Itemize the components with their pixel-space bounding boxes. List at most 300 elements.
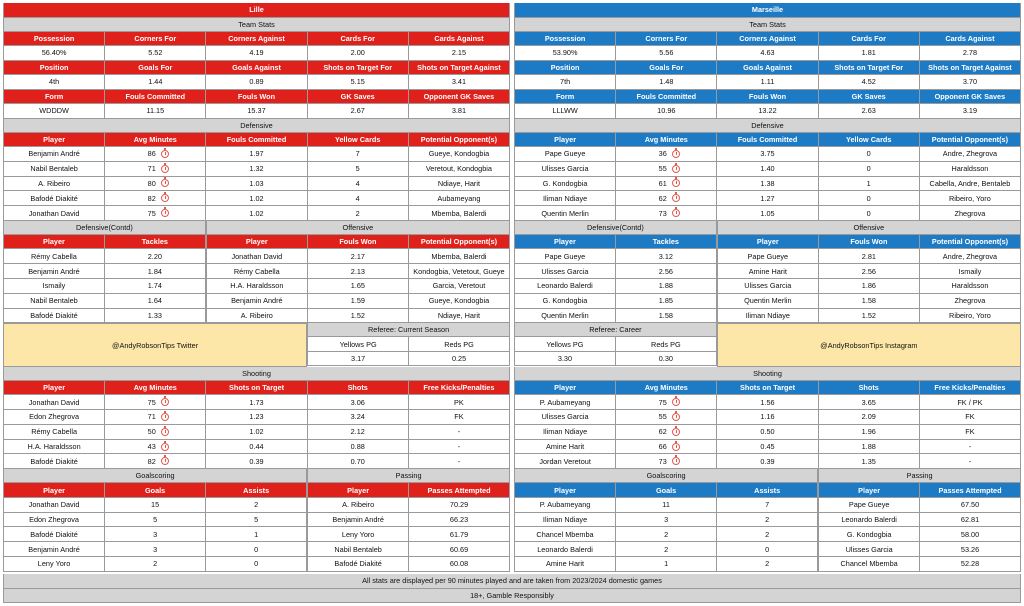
tackles-cell: Nabil Bentaleb xyxy=(3,294,105,309)
offensive-cell: Kondogbia, Vetetout, Gueye xyxy=(409,264,510,279)
passing-cell: 60.69 xyxy=(409,542,510,557)
goalscoring-cell: 2 xyxy=(717,557,818,572)
shooting-cell: 0.88 xyxy=(308,440,409,455)
stat-value: 2.15 xyxy=(409,46,510,61)
defensive-cell: Zhegrova xyxy=(920,206,1021,221)
shooting-cell: FK xyxy=(409,410,510,425)
defensive-row xyxy=(514,206,1021,221)
defensive-header: Avg Minutes xyxy=(105,133,206,148)
passing-table xyxy=(818,469,1021,571)
offensive-row xyxy=(206,279,510,294)
tackles-cell: Ismaily xyxy=(3,279,105,294)
passing-row xyxy=(818,557,1021,572)
stat-label: Shots on Target For xyxy=(308,61,409,76)
offensive-title-cell: Offensive xyxy=(717,221,1021,235)
defensive-row xyxy=(514,147,1021,162)
shooting-cell: 3.24 xyxy=(308,410,409,425)
goalscoring-row xyxy=(514,527,818,542)
offensive-cell: Ismaily xyxy=(920,264,1021,279)
shooting-title-cell: Shooting xyxy=(3,367,510,381)
shooting-avg-minutes xyxy=(105,425,206,440)
shooting-cell: Iliman Ndiaye xyxy=(514,425,616,440)
stat-value-row xyxy=(514,75,1021,90)
minutes-wrap xyxy=(653,149,680,158)
tackles-cell: 1.88 xyxy=(616,279,717,294)
stat-label: Goals Against xyxy=(206,61,307,76)
stat-value: 4th xyxy=(3,75,105,90)
minutes-value: 66 xyxy=(658,442,667,452)
offensive-header: Player xyxy=(206,235,308,250)
shooting-title-cell: Shooting xyxy=(514,367,1021,381)
defensive-cell: 1.38 xyxy=(717,177,818,192)
tackles-cell: Bafodé Diakité xyxy=(3,309,105,324)
shooting-row xyxy=(514,440,1021,455)
passing-title xyxy=(307,469,510,483)
minutes-wrap xyxy=(142,398,169,407)
defensive-cell: Cabella, Andre, Bentaleb xyxy=(920,177,1021,192)
minutes-value: 61 xyxy=(658,178,667,188)
offensive-row xyxy=(206,264,510,279)
stopwatch-icon xyxy=(672,150,680,158)
defensive-header: Fouls Committed xyxy=(206,133,307,148)
referee-value: 0.25 xyxy=(409,352,510,367)
defensive-row xyxy=(3,206,510,221)
defensive-cell: 2 xyxy=(308,206,409,221)
shooting-cell: FK / PK xyxy=(920,395,1021,410)
passing-cell: A. Ribeiro xyxy=(307,498,409,513)
stat-value: 5.15 xyxy=(308,75,409,90)
defensive-avg-minutes xyxy=(616,147,717,162)
stat-label: Goals For xyxy=(616,61,717,76)
offensive-row xyxy=(206,249,510,264)
stat-label: Position xyxy=(514,61,616,76)
shooting-title xyxy=(3,367,510,381)
stat-value: 7th xyxy=(514,75,616,90)
goalscoring-cell: Iliman Ndiaye xyxy=(514,513,616,528)
minutes-value: 55 xyxy=(658,164,667,174)
passing-cell: 66.23 xyxy=(409,513,510,528)
defensive-contd-block xyxy=(3,221,206,323)
goalscoring-table xyxy=(3,469,307,571)
goalscoring-cell: Benjamin André xyxy=(3,542,105,557)
defensive-cell: 4 xyxy=(308,191,409,206)
offensive-cell: Benjamin André xyxy=(206,294,308,309)
offensive-cell: Jonathan David xyxy=(206,249,308,264)
offensive-cell: 1.65 xyxy=(308,279,409,294)
minutes-value: 75 xyxy=(147,208,156,218)
tackles-header: Tackles xyxy=(105,235,206,250)
defensive-title xyxy=(514,119,1021,133)
tackles-cell: 1.84 xyxy=(105,264,206,279)
shooting-header: Free Kicks/Penalties xyxy=(409,381,510,396)
offensive-header: Potential Opponent(s) xyxy=(920,235,1021,250)
defensive-cell: 1.97 xyxy=(206,147,307,162)
shooting-row xyxy=(3,395,510,410)
referee-title xyxy=(514,323,717,337)
defensive-cell: 1.02 xyxy=(206,191,307,206)
offensive-header-row xyxy=(717,235,1021,250)
stat-value: 15.37 xyxy=(206,104,307,119)
offensive-cell: 1.52 xyxy=(308,309,409,324)
stat-header-row xyxy=(514,90,1021,105)
passing-table xyxy=(307,469,510,571)
referee-header-row xyxy=(307,337,510,352)
defensive-cell: 0 xyxy=(819,206,920,221)
referee-title-cell: Referee: Career xyxy=(514,323,717,337)
goalscoring-cell: 5 xyxy=(206,513,307,528)
goalscoring-cell: Edon Zhegrova xyxy=(3,513,105,528)
goalscoring-cell: 0 xyxy=(206,542,307,557)
minutes-value: 62 xyxy=(658,427,667,437)
shooting-cell: 0.50 xyxy=(717,425,818,440)
defensive-cell: Ndiaye, Harit xyxy=(409,177,510,192)
goalscoring-cell: 0 xyxy=(206,557,307,572)
defensive-header: Potential Opponent(s) xyxy=(409,133,510,148)
minutes-value: 71 xyxy=(147,412,156,422)
goalscoring-title-cell: Goalscoring xyxy=(514,469,818,483)
social-referee-strip xyxy=(514,323,1021,366)
stat-label: Possession xyxy=(514,32,616,47)
goalscoring-row xyxy=(514,498,818,513)
passing-header-row xyxy=(818,483,1021,498)
passing-block xyxy=(818,469,1021,571)
defensive-header: Fouls Committed xyxy=(717,133,818,148)
defensive-cell: 5 xyxy=(308,162,409,177)
defensive-cell: Veretout, Kondogbia xyxy=(409,162,510,177)
team-name: Lille xyxy=(3,3,510,18)
referee-block xyxy=(514,323,717,366)
tackles-table xyxy=(514,221,717,323)
offensive-cell: Garcia, Veretout xyxy=(409,279,510,294)
tackles-row xyxy=(514,309,717,324)
minutes-wrap xyxy=(142,457,169,466)
referee-label: Reds PG xyxy=(616,337,717,352)
tackles-row xyxy=(514,279,717,294)
shooting-cell: 1.96 xyxy=(819,425,920,440)
shooting-cell: PK xyxy=(409,395,510,410)
defensive-cell: 0 xyxy=(819,191,920,206)
defensive-avg-minutes xyxy=(616,177,717,192)
minutes-value: 82 xyxy=(147,456,156,466)
stat-value: 1.44 xyxy=(105,75,206,90)
stopwatch-icon xyxy=(161,209,169,217)
shooting-cell: 2.09 xyxy=(819,410,920,425)
passing-cell: 53.26 xyxy=(920,542,1021,557)
defensive-cell: Benjamin André xyxy=(3,147,105,162)
passing-cell: 70.29 xyxy=(409,498,510,513)
shooting-title xyxy=(514,367,1021,381)
stat-label: Fouls Committed xyxy=(616,90,717,105)
goalscoring-row xyxy=(3,557,307,572)
goalscoring-row xyxy=(3,498,307,513)
stopwatch-icon xyxy=(672,165,680,173)
goalscoring-row xyxy=(3,527,307,542)
shooting-cell: - xyxy=(409,425,510,440)
minutes-wrap xyxy=(653,164,680,173)
defensive-cell: Bafodé Diakité xyxy=(3,191,105,206)
defensive-cell: 1 xyxy=(819,177,920,192)
passing-row xyxy=(307,557,510,572)
tackles-header-row xyxy=(514,235,717,250)
stat-value: 5.56 xyxy=(616,46,717,61)
offensive-cell: Quentin Merlin xyxy=(717,294,819,309)
tackles-row xyxy=(514,264,717,279)
tackles-cell: 1.85 xyxy=(616,294,717,309)
goalscoring-cell: 15 xyxy=(105,498,206,513)
tackles-header: Tackles xyxy=(616,235,717,250)
shooting-cell: 1.88 xyxy=(819,440,920,455)
defensive-cell: A. Ribeiro xyxy=(3,177,105,192)
goalscoring-cell: 5 xyxy=(105,513,206,528)
minutes-value: 80 xyxy=(147,178,156,188)
defensive-cell: Ulisses Garcia xyxy=(514,162,616,177)
stat-header-row xyxy=(3,90,510,105)
shooting-cell: 1.23 xyxy=(206,410,307,425)
stopwatch-icon xyxy=(161,443,169,451)
minutes-wrap xyxy=(142,164,169,173)
stat-value: 3.70 xyxy=(920,75,1021,90)
minutes-value: 82 xyxy=(147,193,156,203)
stat-header-row xyxy=(514,61,1021,76)
goalscoring-header: Goals xyxy=(105,483,206,498)
social-referee-strip xyxy=(3,323,510,366)
stat-value: 2.00 xyxy=(308,46,409,61)
passing-cell: Ulisses Garcia xyxy=(818,542,920,557)
offensive-row xyxy=(717,264,1021,279)
stat-value: 3.81 xyxy=(409,104,510,119)
defensive-title-cell: Defensive xyxy=(3,119,510,133)
stat-value: 2.67 xyxy=(308,104,409,119)
shooting-header: Shots xyxy=(308,381,409,396)
defensive-offensive-strip xyxy=(514,221,1021,323)
passing-title-cell: Passing xyxy=(818,469,1021,483)
shooting-cell: - xyxy=(409,454,510,469)
goalscoring-title xyxy=(514,469,818,483)
shooting-header: Shots on Target xyxy=(206,381,307,396)
goalscoring-block xyxy=(514,469,818,571)
stat-label: Corners Against xyxy=(717,32,818,47)
shooting-cell: Ulisses Garcia xyxy=(514,410,616,425)
shooting-cell: FK xyxy=(920,425,1021,440)
passing-header: Passes Attempted xyxy=(409,483,510,498)
stopwatch-icon xyxy=(672,194,680,202)
shooting-header: Player xyxy=(3,381,105,396)
shooting-row xyxy=(3,440,510,455)
shooting-cell: 0.44 xyxy=(206,440,307,455)
tackles-cell: 1.74 xyxy=(105,279,206,294)
shooting-cell: Amine Harit xyxy=(514,440,616,455)
defensive-row xyxy=(3,162,510,177)
passing-cell: Leonardo Balerdi xyxy=(818,513,920,528)
goalscoring-cell: 11 xyxy=(616,498,717,513)
referee-value: 3.17 xyxy=(307,352,409,367)
defensive-cell: Ribeiro, Yoro xyxy=(920,191,1021,206)
defensive-cell: 4 xyxy=(308,177,409,192)
stat-label: Shots on Target For xyxy=(819,61,920,76)
stat-label: Form xyxy=(514,90,616,105)
offensive-title xyxy=(717,221,1021,235)
passing-cell: 61.79 xyxy=(409,527,510,542)
minutes-value: 73 xyxy=(658,456,667,466)
shooting-header: Player xyxy=(514,381,616,396)
stopwatch-icon xyxy=(161,413,169,421)
offensive-row xyxy=(717,309,1021,324)
goalscoring-cell: 7 xyxy=(717,498,818,513)
stat-value: 1.11 xyxy=(717,75,818,90)
goalscoring-block xyxy=(3,469,307,571)
goalscoring-cell: P. Aubameyang xyxy=(514,498,616,513)
defensive-cell: Iliman Ndiaye xyxy=(514,191,616,206)
shooting-cell: Bafodé Diakité xyxy=(3,454,105,469)
shooting-cell: H.A. Haraldsson xyxy=(3,440,105,455)
defensive-cell: 0 xyxy=(819,162,920,177)
minutes-wrap xyxy=(653,412,680,421)
stat-value: 13.22 xyxy=(717,104,818,119)
offensive-header: Fouls Won xyxy=(819,235,920,250)
offensive-table xyxy=(206,221,510,323)
shooting-cell: 0.45 xyxy=(717,440,818,455)
defensive-header-row xyxy=(3,133,510,148)
shooting-row xyxy=(514,454,1021,469)
minutes-wrap xyxy=(142,149,169,158)
goalscoring-cell: 2 xyxy=(717,527,818,542)
offensive-cell: Andre, Zhegrova xyxy=(920,249,1021,264)
stopwatch-icon xyxy=(672,413,680,421)
stopwatch-icon xyxy=(161,457,169,465)
defensive-cell: 0 xyxy=(819,147,920,162)
minutes-wrap xyxy=(653,442,680,451)
passing-cell: 60.08 xyxy=(409,557,510,572)
offensive-cell: Ndiaye, Harit xyxy=(409,309,510,324)
defensive-cell: Andre, Zhegrova xyxy=(920,147,1021,162)
passing-row xyxy=(818,498,1021,513)
offensive-cell: 1.86 xyxy=(819,279,920,294)
passing-cell: 62.81 xyxy=(920,513,1021,528)
shooting-cell: 1.16 xyxy=(717,410,818,425)
goalscoring-cell: 2 xyxy=(616,542,717,557)
stat-value: 0.89 xyxy=(206,75,307,90)
minutes-wrap xyxy=(142,412,169,421)
minutes-wrap xyxy=(653,179,680,188)
shooting-cell: 0.39 xyxy=(206,454,307,469)
shooting-avg-minutes xyxy=(105,454,206,469)
shooting-row xyxy=(3,410,510,425)
defensive-avg-minutes xyxy=(105,191,206,206)
goalscoring-cell: 2 xyxy=(616,527,717,542)
stat-value: 1.81 xyxy=(819,46,920,61)
shooting-row xyxy=(3,454,510,469)
defensive-cell: 1.05 xyxy=(717,206,818,221)
offensive-cell: 1.52 xyxy=(819,309,920,324)
goalscoring-title-cell: Goalscoring xyxy=(3,469,307,483)
offensive-cell: A. Ribeiro xyxy=(206,309,308,324)
referee-value-row xyxy=(514,352,717,367)
tackles-row xyxy=(3,249,206,264)
shooting-avg-minutes xyxy=(105,410,206,425)
stat-label: Fouls Won xyxy=(206,90,307,105)
goalscoring-header: Player xyxy=(3,483,105,498)
defensive-cell: 1.27 xyxy=(717,191,818,206)
goalscoring-row xyxy=(514,513,818,528)
shooting-cell: - xyxy=(409,440,510,455)
tackles-cell: Ulisses Garcia xyxy=(514,264,616,279)
passing-cell: Leny Yoro xyxy=(307,527,409,542)
tackles-table xyxy=(3,221,206,323)
minutes-wrap xyxy=(653,457,680,466)
tackles-cell: Benjamin André xyxy=(3,264,105,279)
minutes-wrap xyxy=(142,179,169,188)
offensive-row xyxy=(206,294,510,309)
passing-header: Player xyxy=(307,483,409,498)
goalscoring-header-row xyxy=(3,483,307,498)
tackles-title-cell: Defensive(Contd) xyxy=(514,221,717,235)
offensive-row xyxy=(717,279,1021,294)
goalscoring-cell: Leonardo Balerdi xyxy=(514,542,616,557)
referee-value: 0.30 xyxy=(616,352,717,367)
team-stats-title xyxy=(514,18,1021,32)
shooting-cell: - xyxy=(920,440,1021,455)
tackles-cell: Rémy Cabella xyxy=(3,249,105,264)
goalscoring-cell: 2 xyxy=(206,498,307,513)
shooting-cell: 1.35 xyxy=(819,454,920,469)
stat-label: Cards For xyxy=(819,32,920,47)
offensive-cell: H.A. Haraldsson xyxy=(206,279,308,294)
tackles-row xyxy=(3,294,206,309)
passing-cell: Bafodé Diakité xyxy=(307,557,409,572)
defensive-header: Player xyxy=(514,133,616,148)
stopwatch-icon xyxy=(672,428,680,436)
stat-value: WDDDW xyxy=(3,104,105,119)
team-header xyxy=(3,3,510,18)
team-stats-title-cell: Team Stats xyxy=(3,18,510,32)
tackles-cell: Leonardo Balerdi xyxy=(514,279,616,294)
referee-title-cell: Referee: Current Season xyxy=(307,323,510,337)
minutes-value: 43 xyxy=(147,442,156,452)
minutes-value: 36 xyxy=(658,149,667,159)
minutes-wrap xyxy=(142,442,169,451)
defensive-cell: Pape Gueye xyxy=(514,147,616,162)
offensive-header: Player xyxy=(717,235,819,250)
stat-value: 4.19 xyxy=(206,46,307,61)
tackles-cell: Quentin Merlin xyxy=(514,309,616,324)
minutes-wrap xyxy=(653,398,680,407)
tackles-cell: Pape Gueye xyxy=(514,249,616,264)
tackles-title xyxy=(514,221,717,235)
passing-header: Player xyxy=(818,483,920,498)
passing-cell: 58.00 xyxy=(920,527,1021,542)
tackles-header-row xyxy=(3,235,206,250)
shooting-cell: Edon Zhegrova xyxy=(3,410,105,425)
offensive-cell: Rémy Cabella xyxy=(206,264,308,279)
team-header xyxy=(514,3,1021,18)
stopwatch-icon xyxy=(672,179,680,187)
shooting-avg-minutes xyxy=(616,440,717,455)
defensive-offensive-strip xyxy=(3,221,510,323)
stat-label: Opponent GK Saves xyxy=(920,90,1021,105)
stat-label: Goals For xyxy=(105,61,206,76)
stat-label: Shots on Target Against xyxy=(920,61,1021,76)
goalscoring-header: Player xyxy=(514,483,616,498)
defensive-header: Yellow Cards xyxy=(819,133,920,148)
passing-row xyxy=(307,498,510,513)
stat-label: Cards For xyxy=(308,32,409,47)
stat-label: Corners For xyxy=(105,32,206,47)
goalscoring-row xyxy=(3,513,307,528)
shooting-cell: 2.12 xyxy=(308,425,409,440)
shooting-cell: 1.73 xyxy=(206,395,307,410)
shooting-header: Avg Minutes xyxy=(616,381,717,396)
stopwatch-icon xyxy=(672,209,680,217)
